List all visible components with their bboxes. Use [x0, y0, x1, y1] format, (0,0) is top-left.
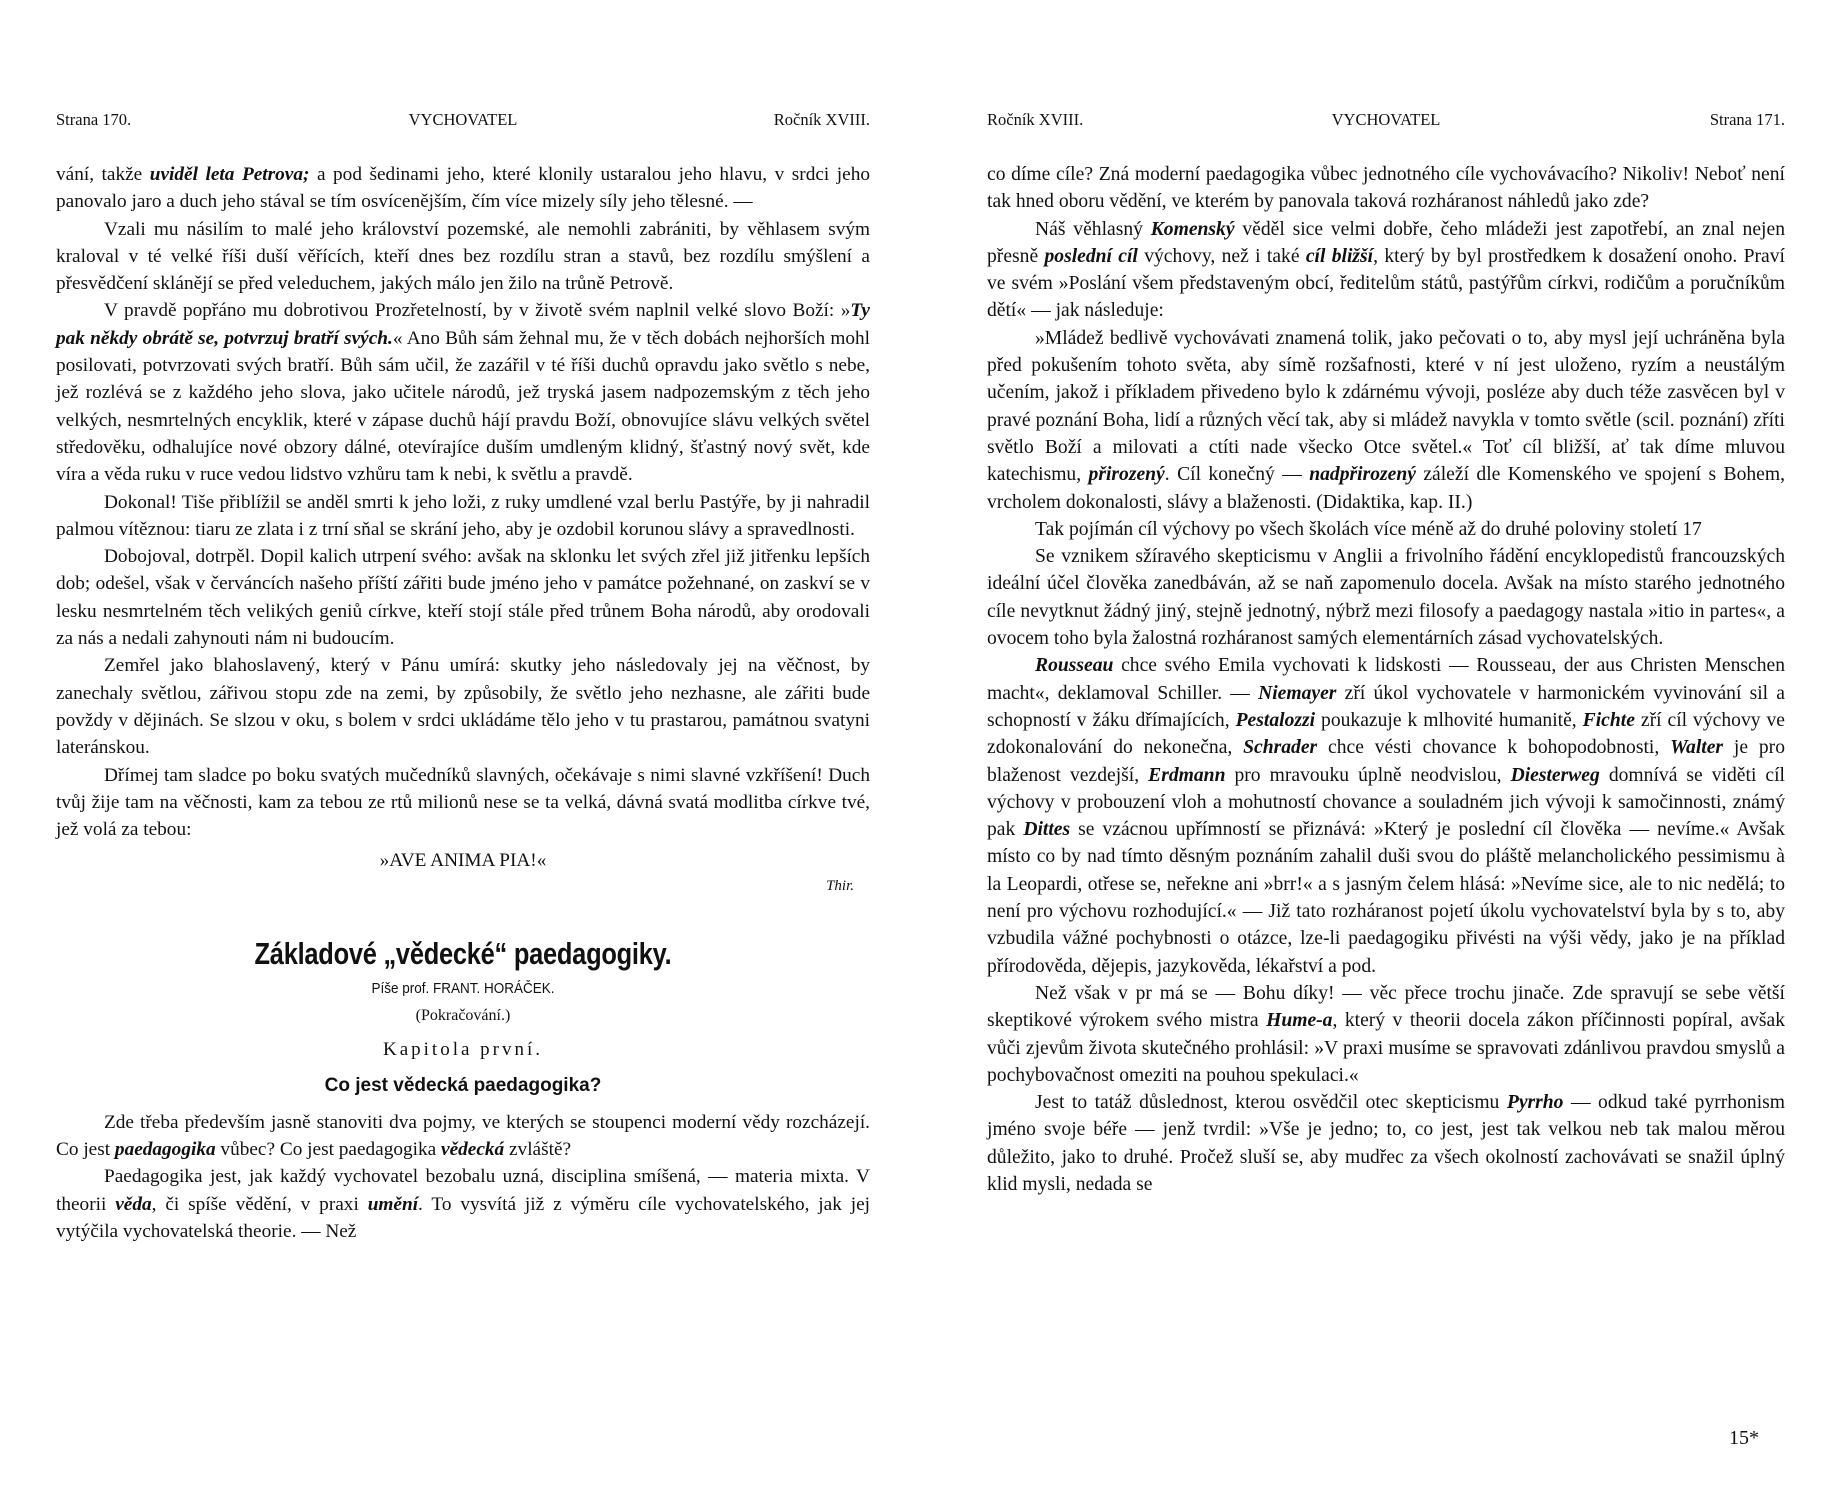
- volume-label: Ročník XVIII.: [773, 110, 870, 129]
- paragraph: Dřímej tam sladce po boku svatých mučedníků slavných, očekávaje s nimi slavné vzkříšení! Duch tvůj žije tam na věčnosti, kam za tebou ze rtů milionů nese se ta velká, dávná svatá modlitba církve tvé, jež volá za tebou:: [56, 764, 870, 841]
- journal-title: VYCHOVATEL: [1331, 110, 1441, 129]
- paragraph: Náš věhlasný Komenský věděl sice velmi dobře, čeho mládeži jest zapotřebí, an znal nejen přesně poslední cíl výchovy, než i také cíl bližší, který by byl prostředkem k dosažení onoho. Praví ve svém »Poslání všem představeným obcí, ředitelům států, pastýřům církvi, rodičům a poručníkům dětí« — jak následuje:: [987, 218, 1785, 322]
- paragraph: V pravdě popřáno mu dobrotivou Prozřetelností, by v životě svém naplnil velké slovo Boží: »Ty pak někdy obrátě se, potvrzuj bratří svých.« Ano Bůh sám žehnal mu, že v těch dobách nejhorších mohl posilovati, potvrzovati svých bratří. Bůh sám učil, že zazářil v té říši duchů opravdu jako světlo s nebe, jež rozlévá se z každého jeho slova, jako učitele národů, jež tryská jasem nadpozemským z těch jeho velkých, nesmrtelných encyklik, které v zápase duchů hájí pravdu Boží, obnovujíce slávu velkých světel středověku, odhalujíce nové obzory dálné, otevírajíce duším umdleným klidný, šťastný nový svět, kde víra a věda ruku v ruce vedou lidstvo vzhůru tam k nebi, k světlu a pravdě.: [56, 300, 870, 486]
- page-header: [987, 110, 1785, 134]
- paragraph: Paedagogika jest, jak každý vychovatel bezobalu uzná, disciplina smíšená, — materia mixta. V theorii věda, či spíše vědění, v praxi umění. To vysvítá již z výměru cíle vychovatelského, jak jej vytýčila vychovatelská theorie. — Než: [56, 1166, 870, 1242]
- journal-title: VYCHOVATEL: [408, 110, 518, 129]
- sheet-signature-number: 15*: [1729, 1427, 1759, 1449]
- paragraph: Rousseau chce svého Emila vychovati k lidskosti — Rousseau, der aus Christen Menschen macht«, deklamoval Schiller. — Niemayer zří úkol vychovatele v harmonickém vyvinování sil a schopností v žáku dřímajících, Pestalozzi poukazuje k mlhovité humanitě, Fichte zří cíl výchovy ve zdokonalování do nekonečna, Schrader chce vésti chovance k bohopodobnosti, Walter je pro blaženost vezdejší, Erdmann pro mravouku úplně neodvislou, Diesterweg domnívá se viděti cíl výchovy v probouzení vloh a mohutností chovance a souladném jich vývoji k samočinnosti, známý pak Dittes se vzácnou upřímností se přiznává: »Který je poslední cíl člověka — nevíme.« Avšak místo co by nad tímto děsným poznáním zahalil duši svou do pláště melancholického pessimismu à la Leopardi, otřese se, neřekne ani »brr!« a s jasným čelem hlásá: »Nevíme sice, ale to nic nedělá; to není pro výchovu rozhodující.« — Již tato rozháranost pojetí úkolu vychovatelství byla by s to, aby vzbudila vážné pochybnosti o otázce, lze-li paedagogiku přivésti na výši vědy, jako je na příklad přírodověda, dějepis, jazykověda, lékařství a pod.: [987, 655, 1786, 977]
- left-page: [56, 0, 870, 1500]
- paragraph: Dokonal! Tiše přiblížil se anděl smrti k jeho loži, z ruky umdlené vzal berlu Pastýře, by ji nahradil palmou vítěznou: tiaru ze zlata i z trní sňal se skrání jeho, aby je ozdobil korunou slávy a spravedlnosti.: [56, 491, 870, 540]
- right-page: [987, 0, 1785, 1500]
- article-title: Základové „vědecké“ paedagogiky.: [254, 935, 672, 971]
- signature: Thir.: [826, 877, 854, 894]
- page-header: [56, 110, 870, 134]
- continuation-note: (Pokračování.): [415, 1006, 511, 1024]
- chapter-heading: Kapitola první.: [382, 1038, 544, 1060]
- quotation-paragraph: »Mládež bedlivě vychovávati znamená tolik, jako pečovati o to, aby mysl její uchráněna byla před pokušením tohoto světa, aby símě rozšafnosti, které v ní jest uloženo, ryzím a neustálým učením, jakož i příkladem přivedeno bylo k zdárnému vývoji, posléze aby duch téže zasvěcen byl v pravé poznání Boha, lidí a různých věcí tak, aby si mládež navykla v tomto světle (scil. poznání) zříti světlo Boží a milovati a ctíti nade všecko Otce světel.« Toť cíl bližší, ať tak díme mluvou katechismu, přirozený. Cíl konečný — nadpřirozený záleží dle Komenského ve spojení s Bohem, vrcholem dokonalosti, slávy a blaženosti. (Didaktika, kap. II.): [987, 327, 1786, 513]
- page-number: Strana 171.: [1709, 110, 1785, 129]
- page-body: [56, 161, 870, 1245]
- article-author: Píše prof. FRANT. HORÁČEK.: [371, 979, 555, 997]
- page-number: Strana 170.: [56, 110, 132, 129]
- paragraph: Se vznikem sžíravého skepticismu v Anglii a frivolního řádění encyklopedistů francouzských ideální účel člověka zanedbáván, až se naň zapomenulo docela. Avšak na místo starého jednotného cíle nevytknut žádný jiný, stejně jednotný, nýbrž mezi filosofy a paedagogy nastala »itio in partes«, a ovocem toho byla žalostná rozháranost samých elementárních zásad vychovatelských.: [987, 546, 1785, 650]
- paragraph: Než však v pr má se — Bohu díky! — věc přece trochu jinače. Zde spravují se sebe větší skeptikové výrokem svého mistra Hume-a, který v theorii docela zákon příčinnosti popíral, avšak vůči zjevům života skutečného prohlásil: »V praxi musíme se spravovati zdánlivou pravdou smyslů a pochybovačnost omeziti na pouhou spekulaci.«: [987, 982, 1785, 1086]
- paragraph: Dobojoval, dotrpěl. Dopil kalich utrpení svého: avšak na sklonku let svých zřel již jitřenku lepších dob; odešel, však v červáncích našeho příští zářiti bude jméno jeho v památce požehnané, on zaskví se v lesku nesmrtelném těch velikých geniů církve, kteří stojí stále před trůnem Boha národů, aby orodovali za nás a nedali zahynouti nám ni budoucím.: [56, 546, 870, 650]
- paragraph: Tak pojímán cíl výchovy po všech školách více méně až do druhé poloviny století 17: [1035, 518, 1702, 540]
- page-body: [987, 161, 1785, 1198]
- paragraph: Zde třeba především jasně stanoviti dva pojmy, ve kterých se stoupenci moderní vědy rozcházejí. Co jest paedagogika vůbec? Co jest paedagogika vědecká zvláště?: [56, 1111, 870, 1161]
- chapter-title: Co jest vědecká paedagogika?: [324, 1074, 602, 1096]
- paragraph: Jest to tatáž důslednost, kterou osvědčil otec skepticismu Pyrrho — odkud také pyrrhonism jméno svoje béře — jenž tvrdil: »Vše je jedno; to, co jest, jest tak velkou neb tak malou měrou důležito, jako to druhé. Pročež sluší se, aby mudřec za všech okolností zachovávati se snažil úplný klid mysli, nedada se: [987, 1092, 1786, 1195]
- paragraph: Zemřel jako blahoslavený, který v Pánu umírá: skutky jeho následovaly jej na věčnost, by zanechaly světlou, zářivou stopu zde na zemi, by způsobily, že světlo jeho nezhasne, ale zářiti bude povždy v dějinách. Se slzou v oku, s bolem v srdci ukládáme tělo jeho v tu prastarou, památnou svatyni lateránskou.: [56, 655, 870, 759]
- closing-line: »AVE ANIMA PIA!«: [379, 850, 547, 872]
- paragraph: Vzali mu násilím to malé jeho království pozemské, ale nemohli zabrániti, by věhlasem svým kraloval v té velké říši duší věřících, kteří dnes bez rozdílu stran a stavů, bez rozdílu smýšlení a přesvědčení sklánějí se před veleduchem, jakých málo jen žilo na trůně Petrově.: [56, 218, 870, 295]
- paragraph: vání, takže uviděl leta Petrova; a pod šedinami jeho, které klonily ustaralou jeho hlavu, v srdci jeho panovalo jaro a duch jeho stával se tím osvícenějším, čím více mizely síly jeho tělesné. —: [56, 164, 870, 213]
- paragraph: co díme cíle? Zná moderní paedagogika vůbec jednotného cíle vychovávacího? Nikoliv! Neboť není tak hned oboru vědění, ve kterém by panovala taková rozháranost náhledů jako zde?: [987, 164, 1785, 213]
- volume-label: Ročník XVIII.: [987, 110, 1084, 129]
